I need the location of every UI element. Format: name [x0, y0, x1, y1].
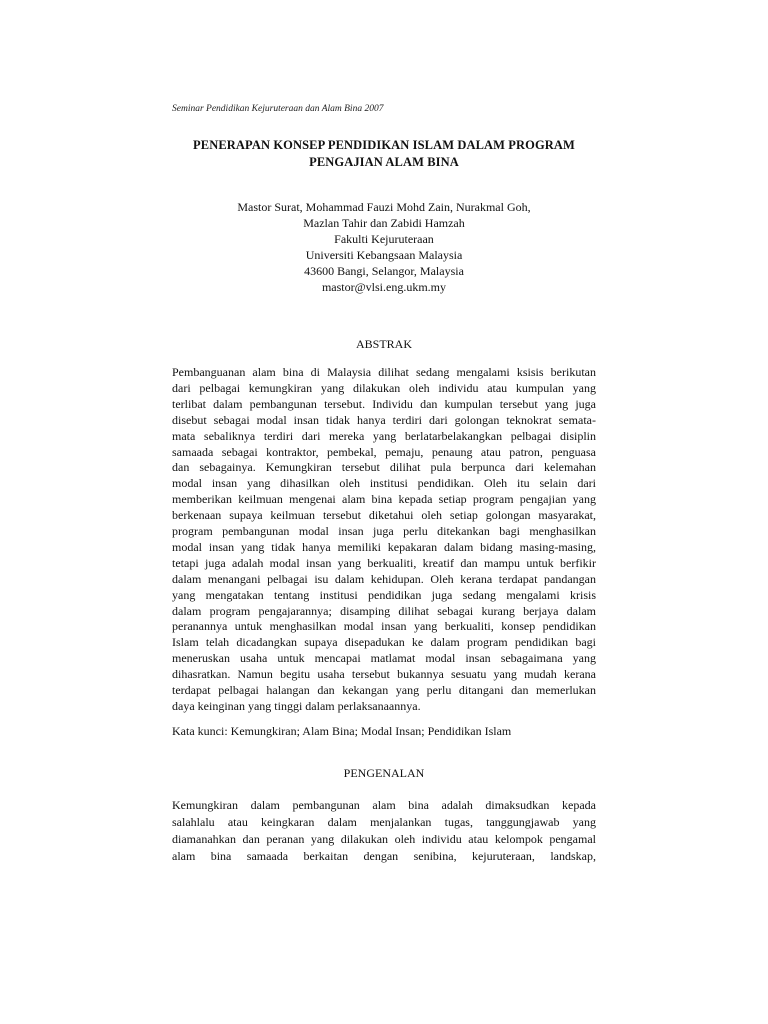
running-header: Seminar Pendidikan Kejuruteraan dan Alam Bina 2007 — [172, 104, 384, 114]
university: Universiti Kebangsaan Malaysia — [305, 248, 463, 262]
faculty: Fakulti Kejuruteraan — [334, 232, 434, 246]
abstract-line: modal insan yang tidak hanya memiliki kepakaran dalam bidang masing-masing, — [172, 539, 596, 554]
author-names-line-2: Mazlan Tahir dan Zabidi Hamzah — [303, 216, 465, 230]
abstract-line: dalam menangani pelbagai isu dalam kehidupan. Oleh kerana terdapat pandangan — [172, 571, 596, 586]
abstract-line: dan sebagainya. Kemungkiran tersebut dilihat pula berpunca dari kelemahan — [172, 460, 596, 475]
abstract-line: peranannya untuk menghasilkan modal insan yang berkualiti, konsep pendidikan — [172, 619, 596, 634]
author-names-line-1: Mastor Surat, Mohammad Fauzi Mohd Zain, Nurakmal Goh, — [237, 200, 531, 214]
abstract-line: disebut sebagai modal insan tidak hanya terdiri dari golongan teknokrat semata- — [172, 412, 596, 427]
keywords: Kata kunci: Kemungkiran; Alam Bina; Modal Insan; Pendidikan Islam — [172, 724, 512, 738]
intro-line: salahlalu atau keingkaran dalam menjalankan tugas, tanggungjawab yang — [172, 815, 596, 829]
paper-title-line-1: PENERAPAN KONSEP PENDIDIKAN ISLAM DALAM PROGRAM — [193, 138, 575, 152]
email: mastor@vlsi.eng.ukm.my — [321, 280, 447, 294]
abstract-line: daya keinginan yang tinggi dalam perlaksanaannya. — [172, 699, 421, 713]
abstract-line: tetapi juga adalah modal insan yang berkualiti, kreatif dan mampu untuk berfikir — [172, 555, 596, 570]
address: 43600 Bangi, Selangor, Malaysia — [304, 264, 464, 278]
abstract-line: berkenaan supaya keilmuan tersebut diketahui oleh setiap golongan masyarakat, — [172, 508, 596, 523]
abstract-line: dihasratkan. Namun begitu usaha tersebut bukannya sesuatu yang mudah kerana — [172, 667, 596, 682]
abstract-line: modal insan yang dihasilkan oleh institusi pendidikan. Oleh itu selain dari — [172, 476, 596, 491]
intro-line: diamanahkan dan peranan yang dilakukan oleh individu atau kelompok pengamal — [172, 832, 596, 846]
abstract-line: memberikan keilmuan mengenai alam bina kepada setiap program pengajian yang — [172, 492, 596, 507]
abstract-line: Pembanguanan alam bina di Malaysia dilihat sedang mengalami ksisis berikutan — [172, 365, 596, 379]
intro-line: Kemungkiran dalam pembangunan alam bina adalah dimaksudkan kepada — [172, 798, 596, 812]
abstract-line: Islam telah dicadangkan supaya disepadukan ke dalam program pendidikan bagi — [172, 635, 596, 650]
abstract-line: dalam program pengajarannya; disamping dilihat sebagai kurang berjaya dalam — [172, 603, 596, 618]
abstract-line: samaada sebagai kontraktor, pembekal, pemaju, penaung atau patron, penguasa — [172, 444, 596, 459]
introduction-heading: PENGENALAN — [343, 766, 425, 780]
paper-title-line-2: PENGAJIAN ALAM BINA — [309, 155, 459, 169]
abstract-line: terdapat pelbagai halangan dan kekangan yang perlu ditangani dan memerlukan — [172, 683, 596, 698]
abstract-line: dari pelbagai kemungkiran yang dilakukan oleh individu atau kumpulan yang — [172, 380, 596, 395]
intro-line: alam bina samaada berkaitan dengan senibina, kejuruteraan, landskap, — [172, 849, 596, 863]
abstract-heading: ABSTRAK — [355, 337, 412, 351]
abstract-line: program pembangunan modal insan juga perlu ditekankan bagi menghasilkan — [172, 524, 596, 539]
abstract-line: meneruskan usaha untuk mencapai matlamat modal insan sebagaimana yang — [172, 651, 596, 666]
abstract-line: mata sebaliknya terdiri dari mereka yang berlatarbelakangkan pelbagai disiplin — [172, 428, 596, 443]
abstract-line: terlibat dalam pembangunan tersebut. Individu dan kumpulan tersebut yang juga — [172, 396, 596, 411]
abstract-line: yang mengatakan tentang institusi pendidikan juga sedang mengalami krisis — [172, 587, 596, 602]
